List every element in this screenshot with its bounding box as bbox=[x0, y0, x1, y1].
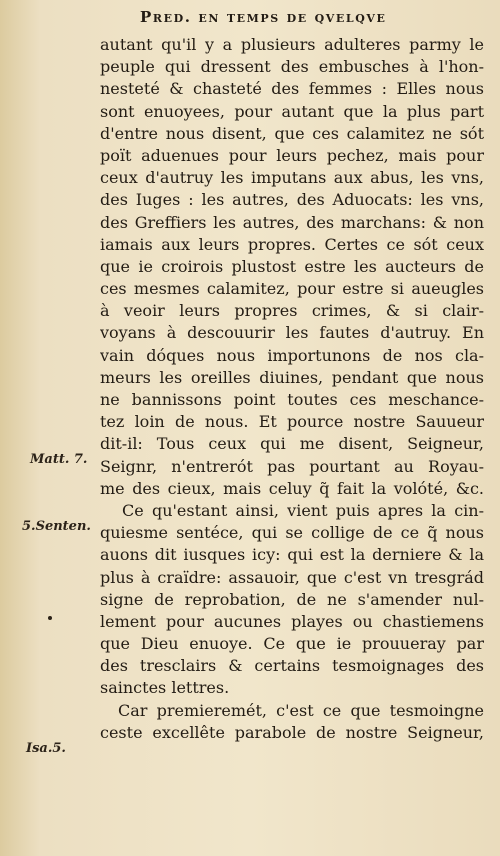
margin-dot bbox=[48, 616, 52, 620]
text-line: voyans à descouurir les fautes d'autruy. En bbox=[100, 323, 484, 343]
text-line: ceste excellête parabole de nostre Seigneur, bbox=[100, 722, 484, 742]
text-line: meurs les oreilles diuines, pendant que nous bbox=[100, 367, 484, 387]
text-line: signe de reprobation, de ne s'amender nul- bbox=[100, 589, 484, 609]
text-line: tez loin de nous. Et pource nostre Sauueur bbox=[100, 412, 484, 432]
paragraph-start-line: Ce qu'estant ainsi, vient puis apres la cin- bbox=[122, 500, 484, 520]
text-line: des Iuges : les autres, des Aduocats: les vns, bbox=[100, 190, 484, 210]
text-line: que ie croirois plustost estre les aucteurs de bbox=[100, 256, 484, 276]
text-line: peuple qui dressent des embusches à l'hon- bbox=[100, 57, 484, 77]
text-line: plus à craïdre: assauoir, que c'est vn tresgrád bbox=[100, 567, 484, 587]
body-text bbox=[100, 34, 484, 744]
margin-note-matt: Matt. 7. bbox=[30, 452, 88, 467]
text-line: Seignr, n'entrerót pas pourtant au Royau- bbox=[100, 456, 484, 476]
paragraph-start-line: Car premieremét, c'est ce que tesmoingne bbox=[118, 700, 484, 720]
text-line: des Greffiers les autres, des marchans: & non bbox=[100, 212, 484, 232]
text-line: dit-il: Tous ceux qui me disent, Seigneur, bbox=[100, 434, 484, 454]
text-line: me des cieux, mais celuy q̃ fait la volóté, &c. bbox=[100, 478, 484, 498]
text-line: à veoir leurs propres crimes, & si clair- bbox=[100, 301, 484, 321]
margin-note-senten: 5.Senten. bbox=[22, 519, 91, 534]
text-line: auons dit iusques icy: qui est la derniere & la bbox=[100, 545, 484, 565]
text-line: iamais aux leurs propres. Certes ce sót ceux bbox=[100, 234, 484, 254]
text-line: autant qu'il y a plusieurs adulteres parmy le bbox=[100, 35, 484, 54]
text-line: ces mesmes calamitez, pour estre si aueugles bbox=[100, 279, 484, 299]
text-line: sont enuoyees, pour autant que la plus part bbox=[100, 101, 484, 121]
margin-note-isa: Isa.5. bbox=[26, 741, 66, 756]
text-line: que Dieu enuoye. Ce que ie prouueray par bbox=[100, 634, 484, 654]
text-line: lement pour aucunes playes ou chastiemens bbox=[100, 611, 484, 631]
text-line: ne bannissons point toutes ces meschance- bbox=[100, 390, 484, 409]
text-line: ceux d'autruy les imputans aux abus, les vns, bbox=[100, 168, 484, 188]
running-header: Pred. en temps de qvelqve bbox=[140, 8, 387, 26]
text-line: nesteté & chasteté des femmes : Elles nous bbox=[100, 79, 484, 99]
paragraph-end-line: sainctes lettres. bbox=[100, 678, 230, 698]
text-line: d'entre nous disent, que ces calamitez ne sót bbox=[100, 123, 484, 143]
text-line: des tresclairs & certains tesmoignages des bbox=[100, 656, 484, 676]
text-line: quiesme sentéce, qui se collige de ce q̃ nous bbox=[100, 523, 484, 543]
text-line: vain dóques nous importunons de nos cla- bbox=[100, 345, 484, 365]
text-line: poït aduenues pour leurs pechez, mais pour bbox=[100, 145, 484, 165]
